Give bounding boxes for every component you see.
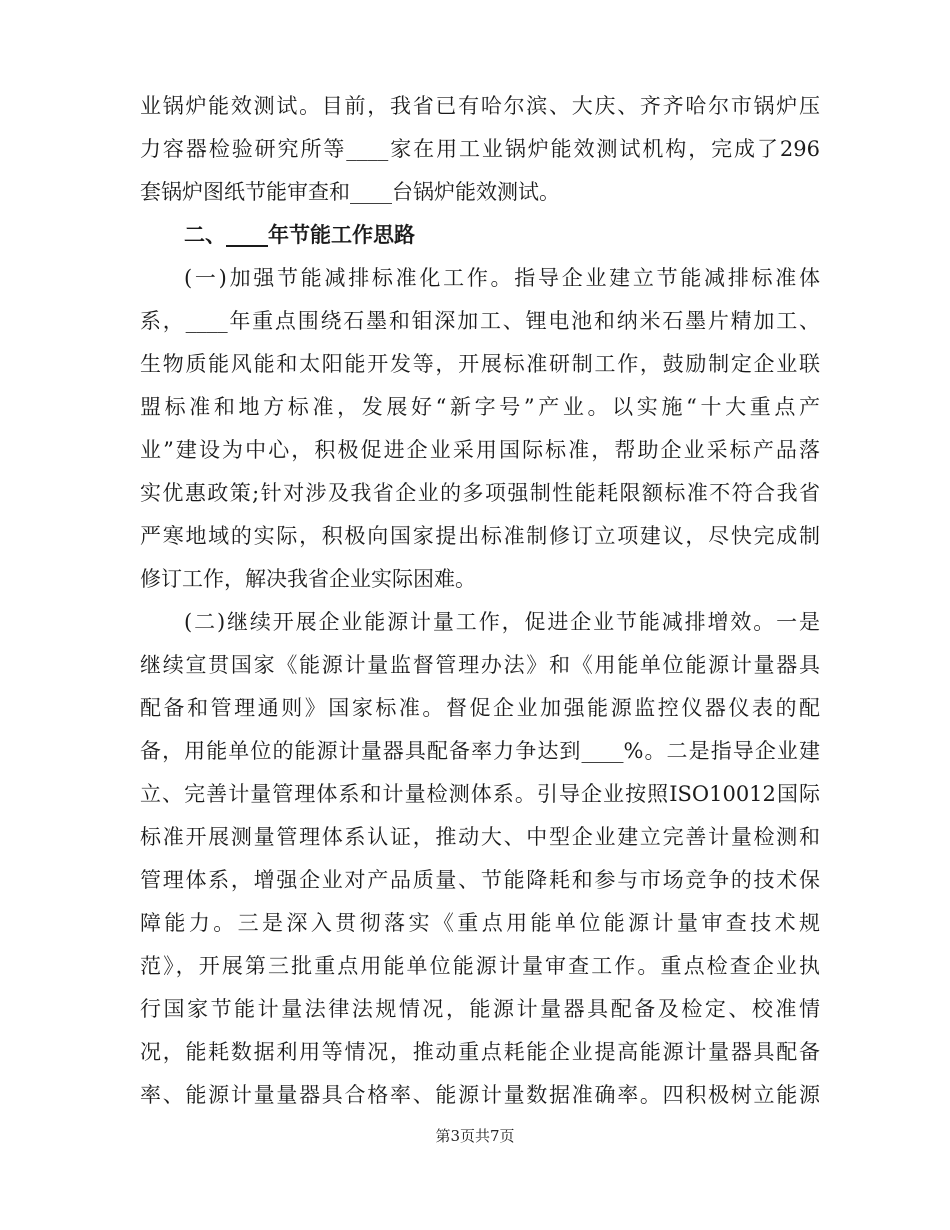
text-line: 继续宣贯国家《能源计量监督管理办法》和《用能单位能源计量器具 (140, 653, 820, 677)
text-line: 况，能耗数据利用等情况，推动重点耗能企业提高能源计量器具配备 (140, 1040, 820, 1064)
text-line: 生物质能风能和太阳能开发等，开展标准研制工作，鼓励制定企业联 (140, 352, 820, 376)
text-line: 范》，开展第三批重点用能单位能源计量审查工作。重点检查企业执 (140, 954, 820, 978)
text-line: 备，用能单位的能源计量器具配备率力争达到____%。二是指导企业建 (140, 739, 820, 763)
text-line: (一)加强节能减排标准化工作。指导企业建立节能减排标准体 (184, 266, 820, 290)
text-line: (二)继续开展企业能源计量工作，促进企业节能减排增效。一是 (184, 610, 820, 634)
text-line: 配备和管理通则》国家标准。督促企业加强能源监控仪器仪表的配 (140, 696, 820, 720)
text-line: 标准开展测量管理体系认证，推动大、中型企业建立完善计量检测和 (140, 825, 820, 849)
text-line: 严寒地域的实际，积极向国家提出标准制修订立项建议，尽快完成制 (140, 524, 820, 548)
text-line: 行国家节能计量法律法规情况，能源计量器具配备及检定、校准情 (140, 997, 820, 1021)
page-number-footer: 第3页共7页 (435, 1127, 515, 1145)
text-line: 率、能源计量量器具合格率、能源计量数据准确率。四积极树立能源 (140, 1083, 820, 1107)
text-line: 管理体系，增强企业对产品质量、节能降耗和参与市场竞争的技术保 (140, 868, 820, 892)
text-line: 力容器检验研究所等____家在用工业锅炉能效测试机构，完成了296 (140, 137, 820, 161)
text-line: 系，____年重点围绕石墨和钼深加工、锂电池和纳米石墨片精加工、 (140, 309, 820, 333)
text-line: 实优惠政策;针对涉及我省企业的多项强制性能耗限额标准不符合我省 (140, 481, 820, 505)
text-line: 修订工作，解决我省企业实际困难。 (140, 567, 476, 591)
text-line: 业”建设为中心，积极促进企业采用国际标准，帮助企业采标产品落 (140, 438, 820, 462)
text-line: 套锅炉图纸节能审查和____台锅炉能效测试。 (140, 180, 560, 204)
text-line: 业锅炉能效测试。目前，我省已有哈尔滨、大庆、齐齐哈尔市锅炉压 (140, 94, 820, 118)
text-line: 盟标准和地方标准，发展好“新字号”产业。以实施“十大重点产 (140, 395, 820, 419)
text-line: 障能力。三是深入贯彻落实《重点用能单位能源计量审查技术规 (140, 911, 820, 935)
section-heading: 二、____年节能工作思路 (184, 222, 415, 247)
text-line: 立、完善计量管理体系和计量检测体系。引导企业按照ISO10012国际 (140, 782, 820, 806)
